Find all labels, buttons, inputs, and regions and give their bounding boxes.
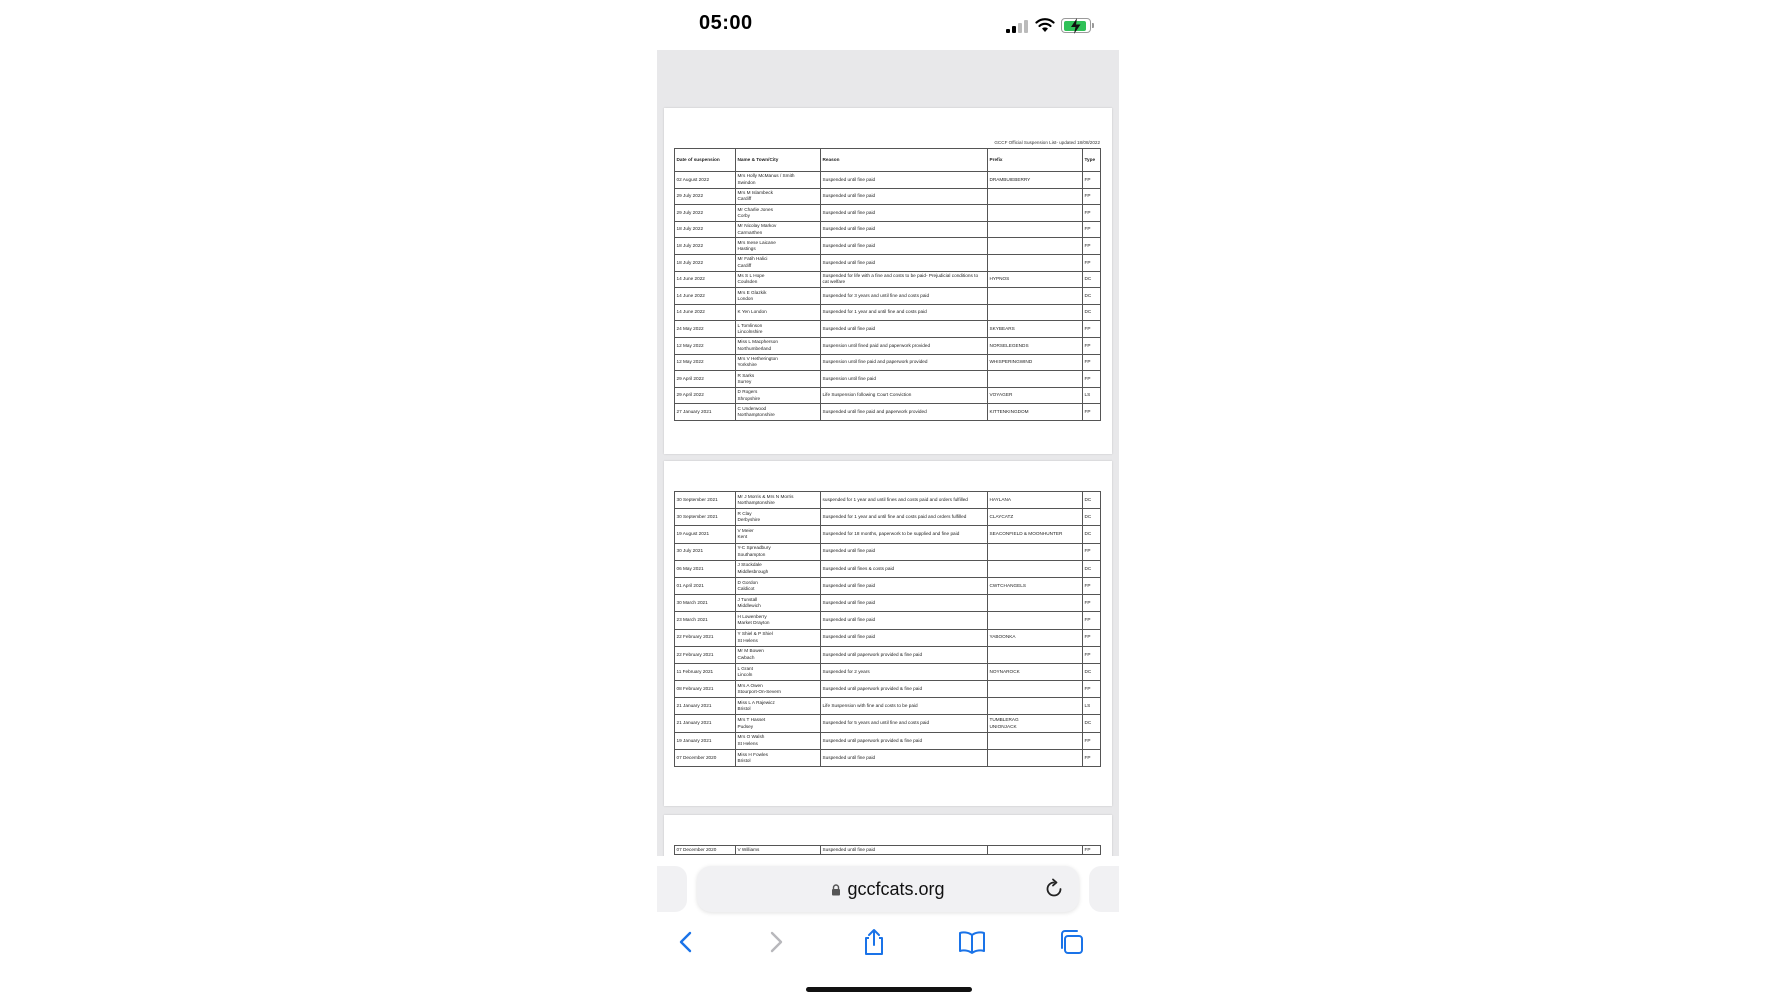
forward-icon[interactable] bbox=[761, 928, 789, 956]
table-row bbox=[675, 749, 1101, 766]
table-cell bbox=[988, 595, 1083, 612]
table-cell: Mrs E Glazkik London bbox=[736, 288, 821, 305]
table-cell: FP bbox=[1083, 681, 1101, 698]
table-cell: 06 May 2021 bbox=[675, 560, 736, 577]
table-row bbox=[675, 221, 1101, 238]
table-row bbox=[675, 404, 1101, 421]
table-cell: DC bbox=[1083, 271, 1101, 288]
table-row bbox=[675, 509, 1101, 526]
table-cell: FP bbox=[1083, 172, 1101, 189]
table-cell: 14 June 2022 bbox=[675, 271, 736, 288]
table-cell: Suspended until fine paid bbox=[821, 254, 988, 271]
table-row bbox=[675, 371, 1101, 388]
table-cell: DC bbox=[1083, 560, 1101, 577]
table-cell: 18 July 2022 bbox=[675, 221, 736, 238]
table-cell bbox=[988, 681, 1083, 698]
table-cell: Mr J Morris & Mrs N Morris Northamptonshire bbox=[736, 492, 821, 509]
table-cell: Suspended until fine paid bbox=[821, 612, 988, 629]
table-row bbox=[675, 271, 1101, 288]
reload-icon[interactable] bbox=[1043, 878, 1065, 900]
table-cell: Miss H Fowles Bristol bbox=[736, 749, 821, 766]
table-header-row bbox=[675, 149, 1101, 172]
table-cell: 23 March 2021 bbox=[675, 612, 736, 629]
table-cell bbox=[988, 371, 1083, 388]
table-cell: suspended for 1 year and until fines and costs paid and orders fulfilled bbox=[821, 492, 988, 509]
charging-bolt-icon bbox=[1067, 17, 1085, 35]
next-tab-pill[interactable] bbox=[1089, 866, 1119, 912]
table-cell: Suspension until fined paid and paperwork provided bbox=[821, 337, 988, 354]
table-cell: NORSELEGENDS bbox=[988, 337, 1083, 354]
table-cell: 30 September 2021 bbox=[675, 492, 736, 509]
share-icon[interactable] bbox=[860, 928, 888, 956]
table-row bbox=[675, 543, 1101, 560]
table-cell bbox=[988, 188, 1083, 205]
table-cell: J Stockdale Middlesbrough bbox=[736, 560, 821, 577]
table-cell: V Williams bbox=[736, 846, 821, 855]
url-text: gccfcats.org bbox=[847, 879, 945, 899]
table-row bbox=[675, 238, 1101, 255]
table-cell bbox=[988, 560, 1083, 577]
table-row bbox=[675, 715, 1101, 732]
table-row bbox=[675, 681, 1101, 698]
table-cell: Mr Nicolay Markov Carmarthen bbox=[736, 221, 821, 238]
table-cell bbox=[988, 646, 1083, 663]
suspension-table bbox=[674, 491, 1101, 767]
table-cell: SEACONFIELD & MOONHUNTER bbox=[988, 526, 1083, 543]
table-row bbox=[675, 595, 1101, 612]
bookmarks-icon[interactable] bbox=[958, 928, 986, 956]
table-cell: Mr Fatih Halici Cardiff bbox=[736, 254, 821, 271]
table-cell: Suspended for 1 year and until fine and costs paid and orders fulfilled bbox=[821, 509, 988, 526]
table-cell: 22 February 2021 bbox=[675, 629, 736, 646]
table-cell: 21 January 2021 bbox=[675, 715, 736, 732]
table-cell: Suspended until fine paid bbox=[821, 205, 988, 222]
table-cell: FP bbox=[1083, 254, 1101, 271]
table-cell: Mrs T Hasset Pudsey bbox=[736, 715, 821, 732]
table-cell: DC bbox=[1083, 288, 1101, 305]
table-row bbox=[675, 663, 1101, 680]
table-cell: CWTCHANGELS bbox=[988, 577, 1083, 594]
table-cell: K Yen London bbox=[736, 304, 821, 321]
table-cell: Suspended for 5 years and until fine and costs paid bbox=[821, 715, 988, 732]
table-cell: FP bbox=[1083, 732, 1101, 749]
table-cell: Suspended until fine paid bbox=[821, 238, 988, 255]
table-cell: Suspended for 3 years and until fine and costs paid bbox=[821, 288, 988, 305]
table-row bbox=[675, 646, 1101, 663]
wifi-icon bbox=[1035, 17, 1055, 33]
table-cell: L Tomlinson Lincolnshire bbox=[736, 321, 821, 338]
column-header: Type bbox=[1083, 149, 1101, 172]
phone-screen bbox=[657, 0, 1119, 1000]
table-cell: 21 January 2021 bbox=[675, 698, 736, 715]
table-cell: Suspension until fine paid and paperwork provided bbox=[821, 354, 988, 371]
table-cell: Mrs A Owen Stourport-On-Severn bbox=[736, 681, 821, 698]
table-cell: FP bbox=[1083, 612, 1101, 629]
table-cell: Suspended until fine paid bbox=[821, 321, 988, 338]
table-cell: Mr Charlie Jones Corby bbox=[736, 205, 821, 222]
back-icon[interactable] bbox=[673, 928, 701, 956]
table-cell: DC bbox=[1083, 509, 1101, 526]
table-cell: 08 February 2021 bbox=[675, 681, 736, 698]
table-cell bbox=[988, 304, 1083, 321]
table-cell: R Clay Derbyshire bbox=[736, 509, 821, 526]
table-cell: 29 July 2022 bbox=[675, 188, 736, 205]
table-row bbox=[675, 354, 1101, 371]
table-cell: FP bbox=[1083, 404, 1101, 421]
table-cell: Mrs M Islambeck Cardiff bbox=[736, 188, 821, 205]
table-row bbox=[675, 321, 1101, 338]
table-cell: H Lowenberry Market Drayton bbox=[736, 612, 821, 629]
table-cell: 02 August 2022 bbox=[675, 172, 736, 189]
table-cell: Suspended until fine paid bbox=[821, 629, 988, 646]
table-cell: Suspended until paperwork provided & fine paid bbox=[821, 732, 988, 749]
table-cell: DC bbox=[1083, 304, 1101, 321]
table-cell: C Underwood Northamptonshire bbox=[736, 404, 821, 421]
table-cell: Suspended until fine paid bbox=[821, 543, 988, 560]
table-body bbox=[675, 846, 1101, 855]
table-cell: Suspended until fine paid bbox=[821, 221, 988, 238]
suspension-table bbox=[674, 148, 1101, 421]
table-cell bbox=[988, 288, 1083, 305]
table-cell: WHISPERINGWIND bbox=[988, 354, 1083, 371]
table-row bbox=[675, 629, 1101, 646]
column-header: Prefix bbox=[988, 149, 1083, 172]
table-cell: D Rogers Shropshire bbox=[736, 387, 821, 404]
table-cell: J Tunstall Middlewich bbox=[736, 595, 821, 612]
document-header: GCCF Official Suspension List- updated 18/08/2022 bbox=[994, 140, 1100, 145]
tabs-icon[interactable] bbox=[1057, 928, 1085, 956]
table-cell: Suspended for 18 months, paperwork to be supplied and fine paid bbox=[821, 526, 988, 543]
table-cell: FP bbox=[1083, 577, 1101, 594]
table-cell: FP bbox=[1083, 238, 1101, 255]
table-cell: TUMBLERAG UNIONJACK bbox=[988, 715, 1083, 732]
table-cell: DRAMBUIEBERRY bbox=[988, 172, 1083, 189]
table-cell bbox=[988, 543, 1083, 560]
table-cell: FP bbox=[1083, 749, 1101, 766]
table-row bbox=[675, 337, 1101, 354]
table-cell: Miss L Macpherson Northumberland bbox=[736, 337, 821, 354]
pdf-page-2 bbox=[664, 461, 1112, 806]
table-cell: CLAYCATZ bbox=[988, 509, 1083, 526]
table-cell: 30 September 2021 bbox=[675, 509, 736, 526]
table-cell: Suspended until paperwork provided & fine paid bbox=[821, 681, 988, 698]
table-cell: FP bbox=[1083, 354, 1101, 371]
table-cell: Life Suspension following Court Conviction bbox=[821, 387, 988, 404]
table-cell: 22 February 2021 bbox=[675, 646, 736, 663]
table-row bbox=[675, 732, 1101, 749]
table-cell: 29 April 2022 bbox=[675, 371, 736, 388]
table-cell bbox=[988, 238, 1083, 255]
table-cell: Suspended for life with a fine and costs to be paid- Prejudicial conditions to cat welfare bbox=[821, 271, 988, 288]
table-body bbox=[675, 172, 1101, 421]
table-cell: Y-C Spreadbury Southampton bbox=[736, 543, 821, 560]
table-cell: YABOONKA bbox=[988, 629, 1083, 646]
table-cell: 14 June 2022 bbox=[675, 288, 736, 305]
table-cell: Miss L A Rajewicz Bristol bbox=[736, 698, 821, 715]
table-cell: Suspended until paperwork provided & fine paid bbox=[821, 646, 988, 663]
table-cell: KITTENKINGDOM bbox=[988, 404, 1083, 421]
table-cell: Suspension until fine paid bbox=[821, 371, 988, 388]
table-cell: FP bbox=[1083, 188, 1101, 205]
lock-icon bbox=[831, 884, 841, 896]
table-cell: 07 December 2020 bbox=[675, 749, 736, 766]
previous-tab-pill[interactable] bbox=[657, 866, 687, 912]
table-cell: Ms S L Hope Coulsden bbox=[736, 271, 821, 288]
table-cell: DC bbox=[1083, 526, 1101, 543]
status-time: 05:00 bbox=[699, 12, 753, 34]
table-cell bbox=[988, 732, 1083, 749]
table-cell: Suspended until fines & costs paid bbox=[821, 560, 988, 577]
table-cell: LS bbox=[1083, 698, 1101, 715]
table-cell: 24 May 2022 bbox=[675, 321, 736, 338]
table-row bbox=[675, 577, 1101, 594]
table-cell: Suspended until fine paid bbox=[821, 172, 988, 189]
cellular-signal-icon bbox=[1006, 19, 1028, 33]
table-cell: 27 January 2021 bbox=[675, 404, 736, 421]
table-cell: Suspended for 2 years bbox=[821, 663, 988, 680]
table-cell bbox=[988, 846, 1083, 855]
table-row bbox=[675, 288, 1101, 305]
pdf-viewer[interactable] bbox=[657, 50, 1119, 856]
browser-toolbar bbox=[657, 856, 1119, 1000]
table-cell bbox=[988, 749, 1083, 766]
battery-cap bbox=[1092, 23, 1094, 28]
table-row bbox=[675, 492, 1101, 509]
table-cell: FP bbox=[1083, 646, 1101, 663]
column-header: Date of suspension bbox=[675, 149, 736, 172]
table-cell: DC bbox=[1083, 663, 1101, 680]
table-cell: LS bbox=[1083, 387, 1101, 404]
table-cell bbox=[988, 254, 1083, 271]
status-bar bbox=[657, 0, 1119, 50]
table-cell: Suspended until fine paid bbox=[821, 749, 988, 766]
table-cell bbox=[988, 205, 1083, 222]
table-cell: FP bbox=[1083, 543, 1101, 560]
table-row bbox=[675, 188, 1101, 205]
table-cell: Y Shiel & P Shiel St Helens bbox=[736, 629, 821, 646]
table-cell: FP bbox=[1083, 846, 1101, 855]
table-cell: 11 February 2021 bbox=[675, 663, 736, 680]
table-cell bbox=[988, 698, 1083, 715]
table-cell: 19 August 2021 bbox=[675, 526, 736, 543]
table-body bbox=[675, 492, 1101, 767]
table-cell bbox=[988, 221, 1083, 238]
table-cell: Suspended until fine paid bbox=[821, 595, 988, 612]
table-cell: 12 May 2022 bbox=[675, 354, 736, 371]
table-row bbox=[675, 846, 1101, 855]
table-cell: SKYBEARS bbox=[988, 321, 1083, 338]
table-cell: Mrs V Hetherington Yorkshire bbox=[736, 354, 821, 371]
table-cell: DC bbox=[1083, 715, 1101, 732]
table-cell: Suspended until fine paid bbox=[821, 846, 988, 855]
table-cell: 12 May 2022 bbox=[675, 337, 736, 354]
table-cell: L Grant Lincoln bbox=[736, 663, 821, 680]
table-cell: Mrs O Walsh St Helens bbox=[736, 732, 821, 749]
pdf-page-1 bbox=[664, 108, 1112, 454]
table-row bbox=[675, 172, 1101, 189]
table-cell: 29 July 2022 bbox=[675, 205, 736, 222]
table-row bbox=[675, 254, 1101, 271]
table-cell: HYPNOS bbox=[988, 271, 1083, 288]
table-row bbox=[675, 526, 1101, 543]
table-cell: 07 December 2020 bbox=[675, 846, 736, 855]
table-cell: 01 April 2021 bbox=[675, 577, 736, 594]
address-bar[interactable] bbox=[697, 866, 1079, 912]
table-cell: FP bbox=[1083, 221, 1101, 238]
table-cell: Mr M Bowen Cwbach bbox=[736, 646, 821, 663]
table-cell: Mrs Inese Laicane Hastings bbox=[736, 238, 821, 255]
table-cell: V Meier Kent bbox=[736, 526, 821, 543]
table-cell: Suspended until fine paid and paperwork provided bbox=[821, 404, 988, 421]
suspension-table bbox=[674, 845, 1101, 855]
table-cell: 19 January 2021 bbox=[675, 732, 736, 749]
table-row bbox=[675, 387, 1101, 404]
table-row bbox=[675, 205, 1101, 222]
url-display[interactable] bbox=[697, 879, 1079, 900]
table-cell: 30 July 2021 bbox=[675, 543, 736, 560]
table-cell: FP bbox=[1083, 595, 1101, 612]
table-cell: FP bbox=[1083, 629, 1101, 646]
table-row bbox=[675, 560, 1101, 577]
table-cell: 30 March 2021 bbox=[675, 595, 736, 612]
table-cell: Suspended until fine paid bbox=[821, 188, 988, 205]
table-cell: R Sarks Surrey bbox=[736, 371, 821, 388]
table-cell: DC bbox=[1083, 492, 1101, 509]
pdf-page-3 bbox=[664, 815, 1112, 856]
home-indicator[interactable] bbox=[806, 987, 972, 992]
table-row bbox=[675, 698, 1101, 715]
table-cell: Suspended for 1 year and until fine and costs paid bbox=[821, 304, 988, 321]
column-header: Name & Town/City bbox=[736, 149, 821, 172]
table-cell: VOYAGER bbox=[988, 387, 1083, 404]
column-header: Reason bbox=[821, 149, 988, 172]
table-cell: Mrs Holly McManus / Smith Swindon bbox=[736, 172, 821, 189]
table-cell: Suspended until fine paid bbox=[821, 577, 988, 594]
table-cell: 18 July 2022 bbox=[675, 254, 736, 271]
table-cell: Life Suspension with fine and costs to be paid bbox=[821, 698, 988, 715]
table-cell: FP bbox=[1083, 371, 1101, 388]
table-row bbox=[675, 304, 1101, 321]
table-cell: FP bbox=[1083, 205, 1101, 222]
table-cell: NOYNAROCK bbox=[988, 663, 1083, 680]
table-row bbox=[675, 612, 1101, 629]
table-cell: D Gordon Caldicot bbox=[736, 577, 821, 594]
table-cell: FP bbox=[1083, 321, 1101, 338]
table-cell: 18 July 2022 bbox=[675, 238, 736, 255]
table-cell: 29 April 2022 bbox=[675, 387, 736, 404]
table-cell: HAYLANA bbox=[988, 492, 1083, 509]
table-cell: FP bbox=[1083, 337, 1101, 354]
table-cell: 14 June 2022 bbox=[675, 304, 736, 321]
table-cell bbox=[988, 612, 1083, 629]
